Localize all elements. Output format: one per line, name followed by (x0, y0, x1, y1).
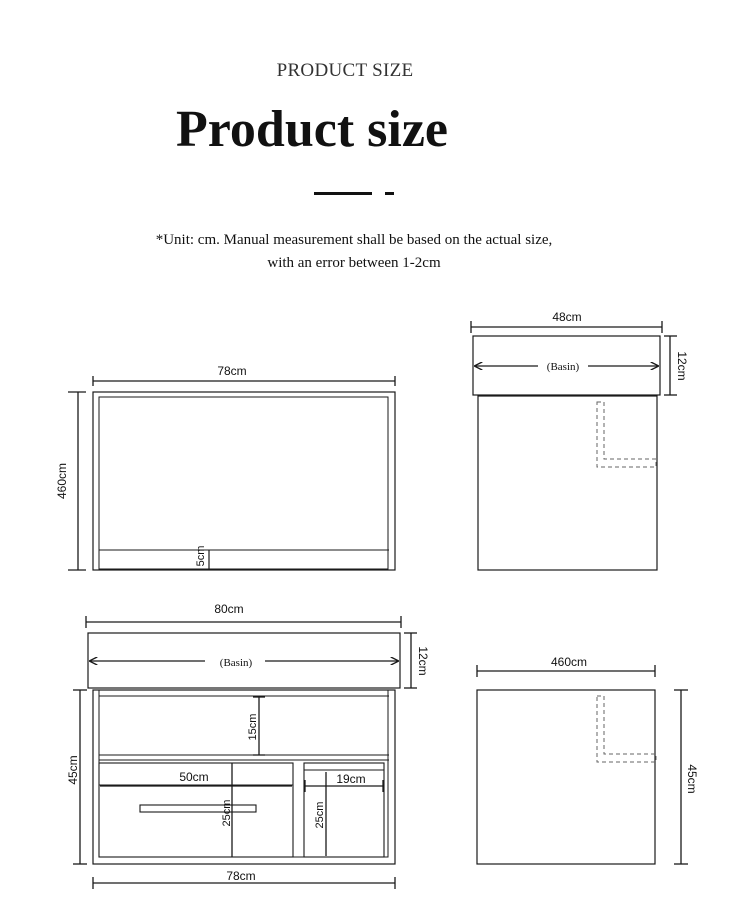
side-top-basin-height-label: 12cm (675, 351, 689, 381)
side-top-depth-label: 48cm (552, 310, 582, 324)
front-bottom-height-label: 45cm (66, 755, 80, 785)
front-bottom-shelf-label: 15cm (247, 713, 259, 741)
front-bottom-basin-label: (Basin) (219, 657, 253, 669)
side-top-basin-label: (Basin) (546, 361, 580, 373)
drawer-dashed-outline (597, 402, 656, 467)
front-view-top (68, 376, 395, 570)
unit-note-line-2: with an error between 1-2cm (267, 255, 441, 271)
front-bottom-basin-height-label: 12cm (416, 646, 430, 676)
front-bottom-side-height-label: 25cm (314, 801, 326, 829)
unit-note-line-1: *Unit: cm. Manual measurement shall be based on the actual size, (155, 232, 553, 248)
drawer-dashed-outline (597, 696, 656, 762)
section-subtitle: PRODUCT SIZE (276, 60, 414, 81)
cabinet-inner-panel (99, 397, 388, 569)
page-title: Product size (176, 101, 448, 158)
front-bottom-side-width-label: 19cm (336, 772, 366, 786)
cabinet-side-outline (478, 396, 657, 570)
front-top-base-label: 5cm (195, 545, 207, 567)
front-bottom-drawer-width-label: 50cm (179, 770, 209, 784)
front-top-height-label: 460cm (55, 462, 69, 500)
front-bottom-basin-width-label: 80cm (214, 602, 244, 616)
side-bottom-depth-label: 460cm (550, 655, 588, 669)
drawer-handle (140, 805, 256, 812)
front-top-width-label: 78cm (217, 364, 247, 378)
side-view-top (471, 321, 677, 570)
front-bottom-drawer-height-label: 25cm (221, 799, 233, 827)
front-bottom-bottom-width-label: 78cm (226, 869, 256, 883)
side-bottom-height-label: 45cm (685, 764, 699, 794)
cabinet-outline (93, 392, 395, 570)
side-view-bottom (477, 665, 688, 864)
cabinet-side-outline (477, 690, 655, 864)
